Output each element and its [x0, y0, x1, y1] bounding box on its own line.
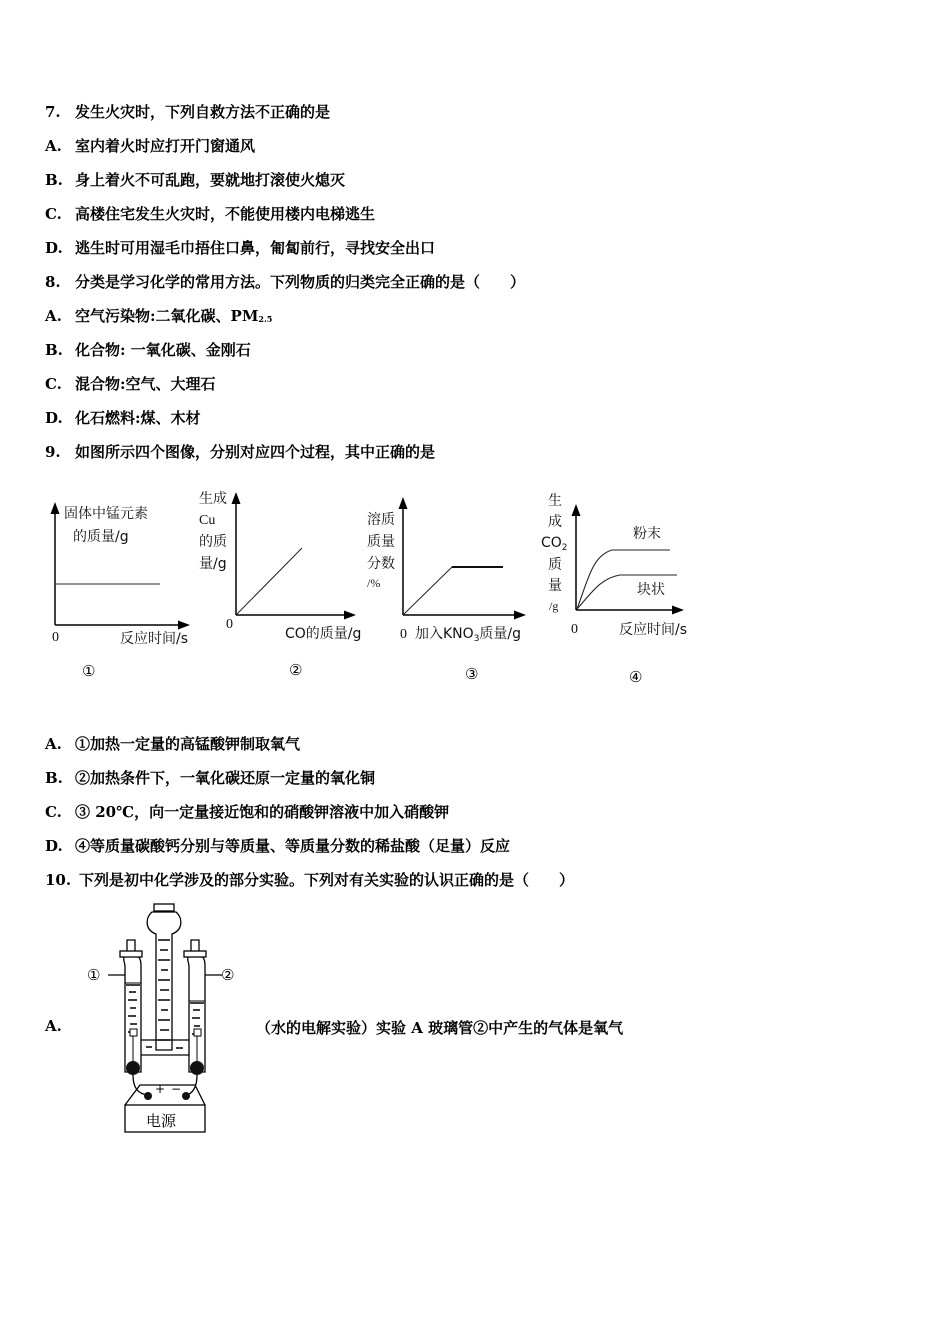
option-label: B. [45, 171, 63, 189]
chart-4-ylabel-6: /g [549, 599, 559, 613]
figure-label-3: ③ [465, 665, 479, 683]
chart-3-origin: 0 [400, 627, 407, 642]
chart-1-ylabel-1: 固体中锰元素 [64, 506, 148, 522]
option-label: A. [45, 307, 62, 325]
figure-label-1: ① [82, 662, 96, 680]
question-text: 分类是学习化学的常用方法。下列物质的归类完全正确的是（ ） [75, 273, 526, 291]
chart-2-xlabel: CO的质量/g [285, 626, 362, 642]
option-text: 化合物: 一氧化碳、金刚石 [75, 341, 251, 359]
chart-2-ylabel-3: 的质 [199, 534, 227, 550]
chart-4-ylabel-5: 量 [548, 578, 562, 594]
figure-label-2: ② [289, 661, 303, 679]
option-label: D. [45, 409, 63, 427]
chart-1-ylabel-2: 的质量/g [73, 529, 129, 545]
option-label: D. [45, 239, 63, 257]
option-text: ②加热条件下，一氧化碳还原一定量的氧化铜 [75, 769, 376, 787]
option-label: D. [45, 837, 63, 855]
q10-option-a-text: （水的电解实验）实验 A 玻璃管②中产生的气体是氧气 [256, 1019, 624, 1037]
option-text: 逃生时可用湿毛巾捂住口鼻，匍匐前行，寻找安全出口 [75, 239, 436, 257]
chart-3-ylabel-1: 溶质 [367, 512, 395, 528]
chart-4-ylabel-2: 成 [548, 514, 562, 530]
option-text: 室内着火时应打开门窗通风 [75, 137, 256, 155]
question-number: 9. [45, 443, 61, 461]
minus-terminal-label: − [171, 1082, 182, 1096]
option-label: A. [45, 735, 62, 753]
chart-3-ylabel-2: 质量 [367, 534, 395, 550]
question-number: 10. [45, 871, 72, 889]
chart-4-ylabel-1: 生 [548, 493, 562, 509]
option-label: A. [45, 137, 62, 155]
tube-right-label: ② [221, 966, 235, 984]
question-text: 发生火灾时，下列自救方法不正确的是 [75, 103, 331, 121]
chart-2-ylabel-4: 量/g [199, 556, 227, 572]
tube-left-label: ① [87, 966, 101, 984]
chart-4-legend-powder: 粉末 [633, 526, 661, 542]
chart-1-origin: 0 [52, 630, 59, 645]
option-text: 化石燃料:煤、木材 [75, 409, 201, 427]
option-text: 高楼住宅发生火灾时，不能使用楼内电梯逃生 [75, 205, 376, 223]
chart-1-xlabel: 反应时间/s [120, 631, 189, 647]
option-label: C. [45, 803, 62, 821]
question-number: 7. [45, 103, 61, 121]
option-label: B. [45, 341, 63, 359]
option-text: 混合物:空气、大理石 [75, 375, 216, 393]
chart-2-ylabel-2: Cu [199, 513, 216, 528]
option-label: C. [45, 205, 62, 223]
question-number: 8. [45, 273, 61, 291]
chart-3-ylabel-3: 分数 [367, 556, 395, 572]
subscript: 2.5 [258, 314, 273, 324]
option-label: C. [45, 375, 62, 393]
chart-4-ylabel-4: 质 [548, 557, 562, 573]
chart-2-ylabel-1: 生成 [199, 491, 227, 507]
option-label: B. [45, 769, 63, 787]
power-supply-label: 电源 [146, 1112, 177, 1130]
option-text: 身上着火不可乱跑，要就地打滚使火熄灭 [75, 171, 346, 189]
chart-3-ylabel-4: /% [367, 576, 381, 590]
chart-4-xlabel: 反应时间/s [619, 622, 688, 638]
option-text: ③ 20℃，向一定量接近饱和的硝酸钾溶液中加入硝酸钾 [75, 803, 450, 821]
chart-4-origin: 0 [571, 622, 578, 637]
option-text: ①加热一定量的高锰酸钾制取氧气 [75, 735, 301, 753]
chart-4-ylabel-3: $CO_2$ [541, 535, 568, 553]
chart-2-origin: 0 [226, 617, 233, 632]
plus-terminal-label: + [155, 1082, 166, 1096]
chart-3-xlabel: 加入$KNO_3$质量/g [415, 626, 522, 644]
question-text: 下列是初中化学涉及的部分实验。下列对有关实验的认识正确的是（ ） [79, 871, 575, 889]
q10-option-a-label: A. [45, 1017, 62, 1035]
option-text: 空气污染物:二氧化碳、PM [75, 307, 259, 325]
option-text: ④等质量碳酸钙分别与等质量、等质量分数的稀盐酸（足量）反应 [75, 837, 511, 855]
figure-label-4: ④ [629, 668, 643, 686]
chart-4-legend-lump: 块状 [637, 582, 665, 598]
question-text: 如图所示四个图像，分别对应四个过程，其中正确的是 [75, 443, 436, 461]
